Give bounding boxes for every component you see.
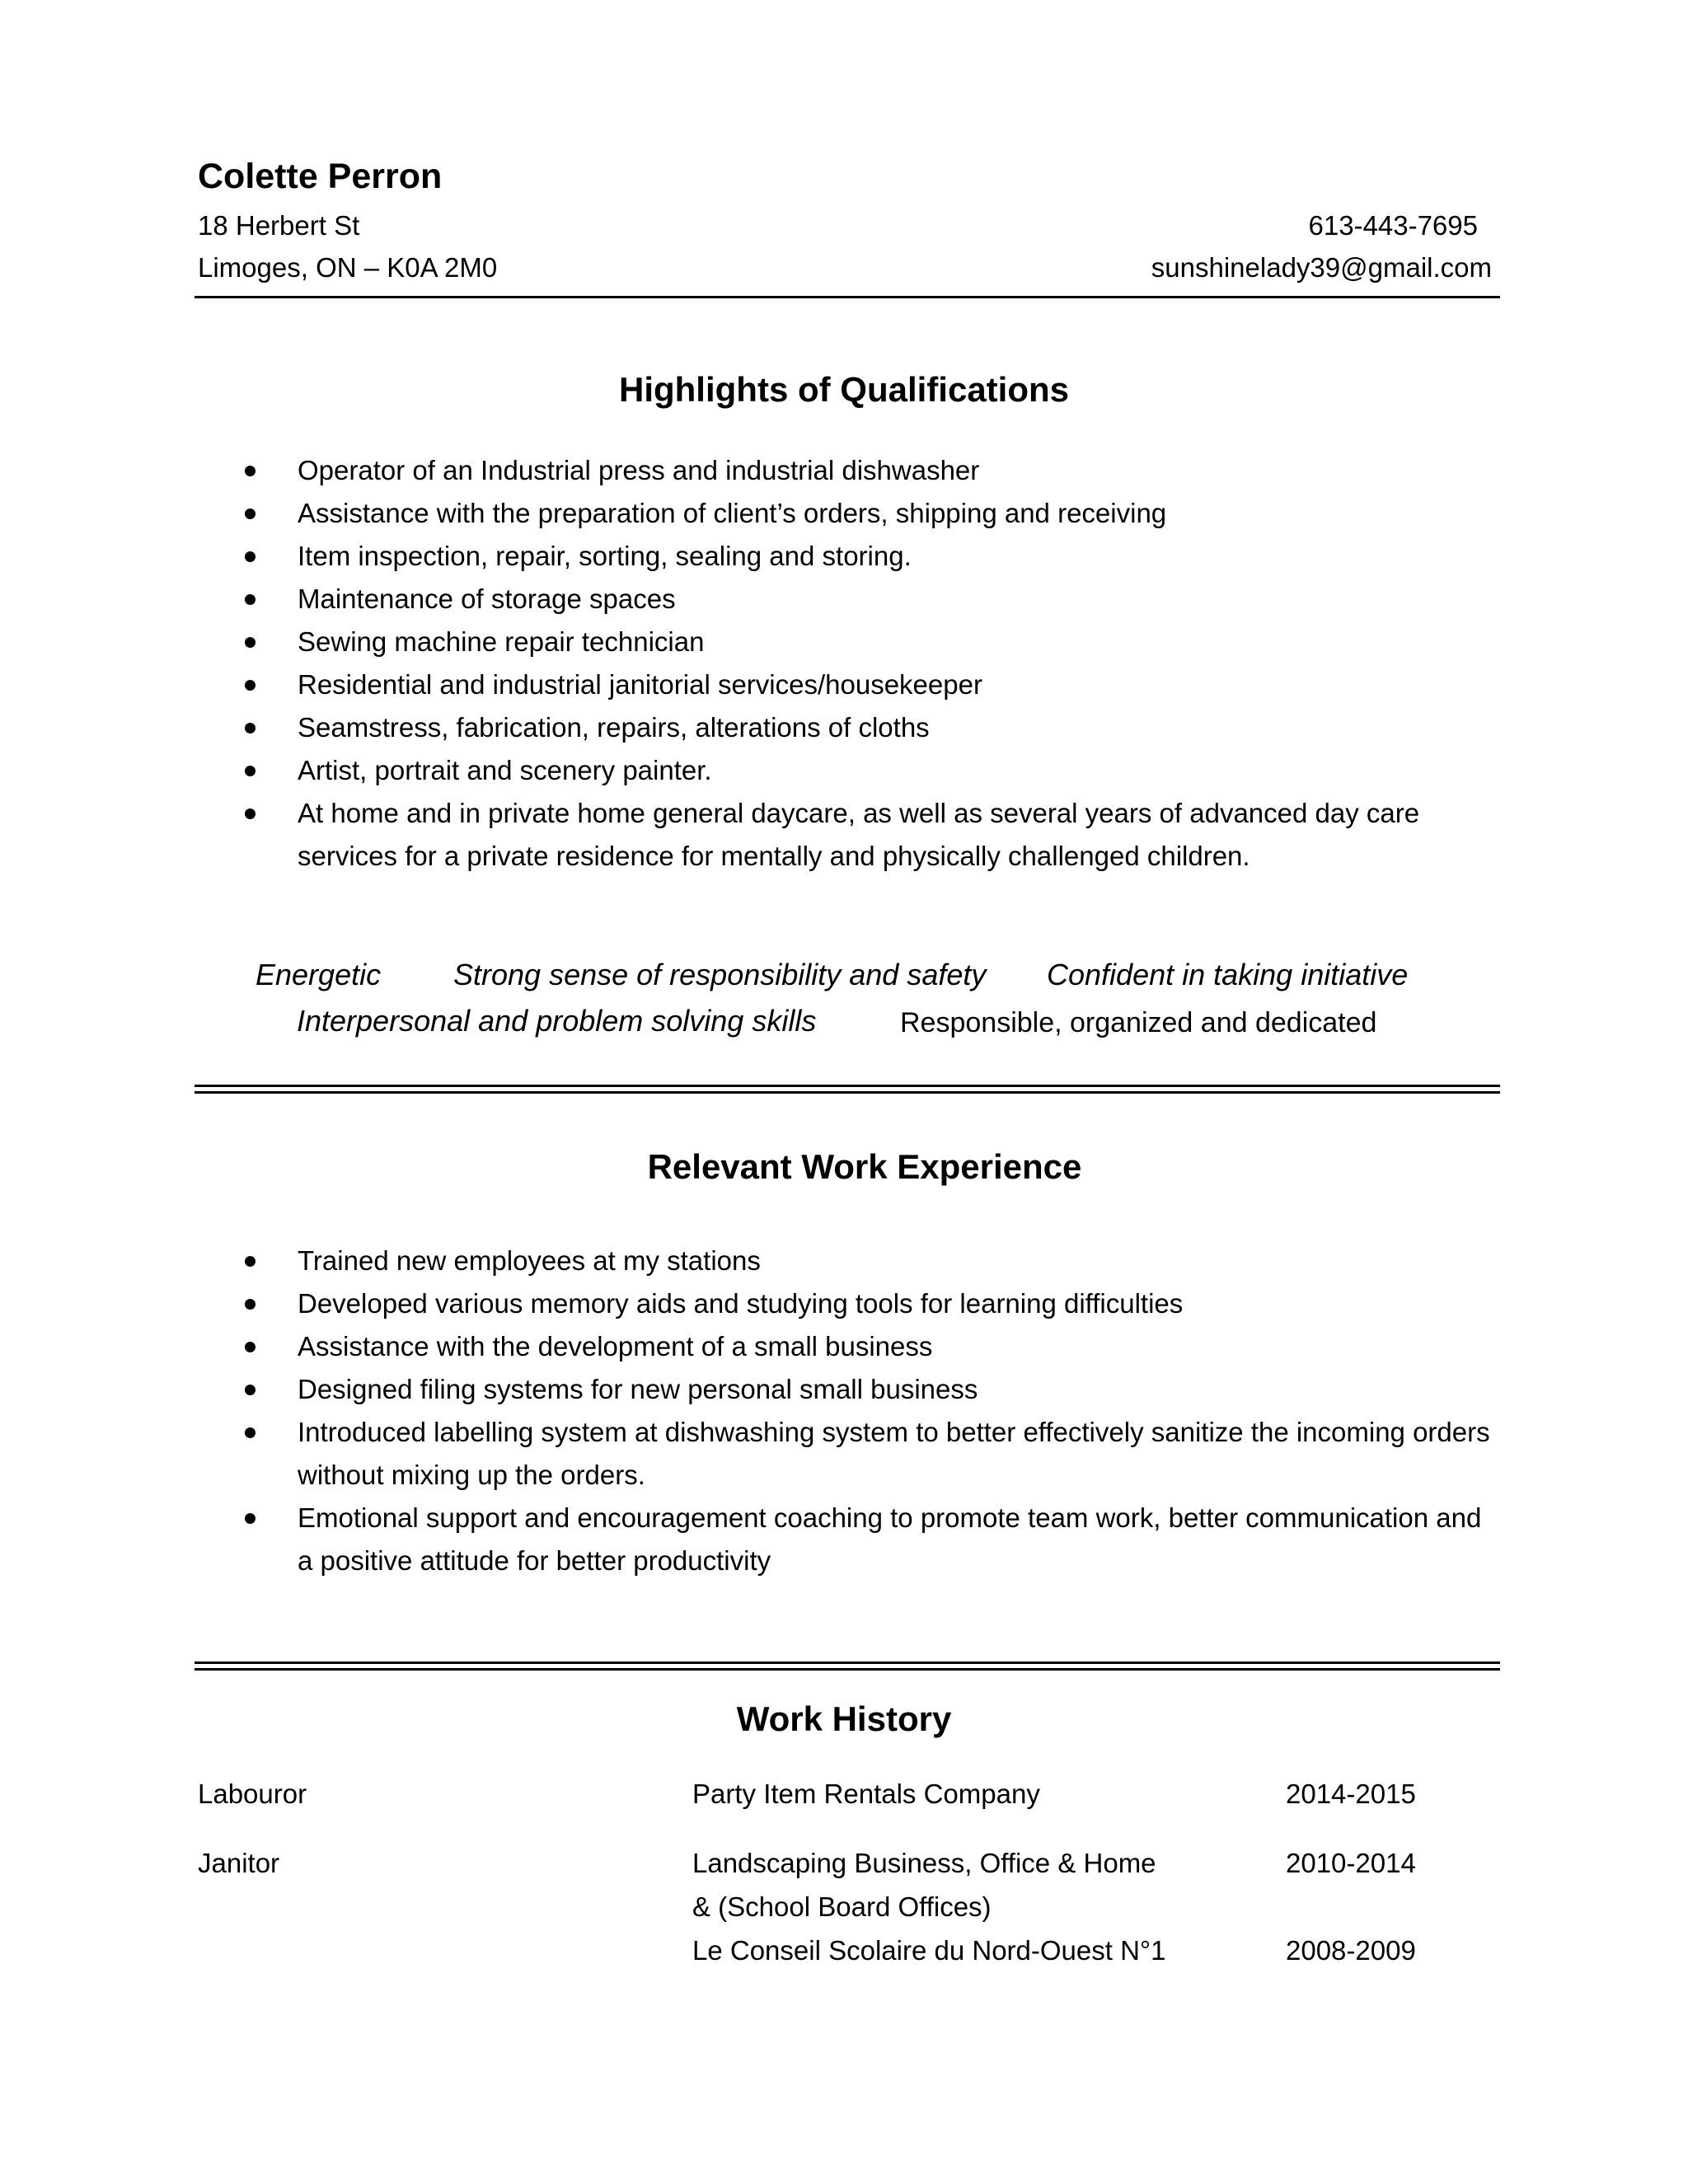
history-role: Labouror: [198, 1779, 307, 1809]
experience-item: Designed filing systems for new personal small business: [198, 1368, 1492, 1411]
history-years: 2014-2015: [1286, 1779, 1416, 1809]
history-role: Janitor: [198, 1848, 280, 1878]
experience-item: Developed various memory aids and studying tools for learning difficulties: [198, 1282, 1492, 1325]
trait-interpersonal: Interpersonal and problem solving skills: [297, 1004, 817, 1038]
section-divider: [195, 1661, 1500, 1671]
bullet-icon: [245, 680, 256, 691]
applicant-name: Colette Perron: [198, 157, 443, 196]
bullet-icon: [245, 1427, 256, 1438]
bullet-icon: [245, 637, 256, 648]
address-line-2: Limoges, ON – K0A 2M0: [198, 252, 498, 283]
history-years: 2008-2009: [1286, 1935, 1416, 1966]
qualification-item: Residential and industrial janitorial services/housekeeper: [198, 663, 1492, 706]
qualification-item: Seamstress, fabrication, repairs, alterations of cloths: [198, 706, 1492, 749]
qualification-item: Maintenance of storage spaces: [198, 578, 1492, 621]
contact-row-1: [198, 210, 1492, 241]
bullet-icon: [245, 1385, 256, 1395]
qualification-item: Artist, portrait and scenery painter.: [198, 749, 1492, 792]
bullet-icon: [245, 808, 256, 819]
history-employer: Le Conseil Scolaire du Nord-Ouest N°1: [692, 1935, 1166, 1966]
bullet-icon: [245, 1256, 256, 1267]
address-line-1: 18 Herbert St: [198, 210, 360, 241]
experience-item: Emotional support and encouragement coaching to promote team work, better communication and a positive attitude for better productivity: [198, 1497, 1492, 1582]
trait-responsibility: Strong sense of responsibility and safety: [453, 958, 987, 991]
qualification-item: Assistance with the preparation of client’s orders, shipping and receiving: [198, 492, 1492, 535]
email-address: sunshinelady39@gmail.com: [1151, 252, 1492, 283]
phone-number: 613-443-7695: [1308, 210, 1478, 241]
history-years: 2010-2014: [1286, 1848, 1416, 1878]
qualification-item: Sewing machine repair technician: [198, 621, 1492, 663]
trait-energetic: Energetic: [256, 958, 382, 991]
bullet-icon: [245, 1299, 256, 1310]
contact-row-2: [198, 252, 1492, 284]
bullet-icon: [245, 509, 256, 519]
qualification-item: Item inspection, repair, sorting, sealing and storing.: [198, 535, 1492, 578]
experience-item: Trained new employees at my stations: [198, 1240, 1492, 1282]
bullet-icon: [245, 766, 256, 776]
qualifications-list: [198, 449, 1492, 878]
header-divider: [195, 296, 1500, 298]
bullet-icon: [245, 723, 256, 733]
history-employer-line2: & (School Board Offices): [692, 1891, 992, 1922]
qualification-item: Operator of an Industrial press and industrial dishwasher: [198, 449, 1492, 492]
bullet-icon: [245, 594, 256, 605]
work-history-heading: Work History: [736, 1699, 952, 1738]
qualification-item: At home and in private home general daycare, as well as several years of advanced day care services for a private residence for mentally and physically challenged children.: [198, 792, 1492, 878]
bullet-icon: [245, 1342, 256, 1352]
bullet-icon: [245, 1513, 256, 1524]
trait-responsible: Responsible, organized and dedicated: [900, 1007, 1377, 1038]
section-divider: [195, 1085, 1500, 1094]
history-employer: Party Item Rentals Company: [692, 1779, 1040, 1809]
qualifications-heading: Highlights of Qualifications: [619, 370, 1069, 409]
experience-item: Introduced labelling system at dishwashing system to better effectively sanitize the incoming orders without mixing up the orders.: [198, 1411, 1492, 1497]
trait-initiative: Confident in taking initiative: [1047, 958, 1409, 991]
experience-heading: Relevant Work Experience: [647, 1147, 1082, 1186]
experience-item: Assistance with the development of a small business: [198, 1325, 1492, 1368]
bullet-icon: [245, 551, 256, 562]
history-employer: Landscaping Business, Office & Home: [692, 1848, 1156, 1878]
bullet-icon: [245, 466, 256, 476]
experience-list: [198, 1240, 1492, 1582]
